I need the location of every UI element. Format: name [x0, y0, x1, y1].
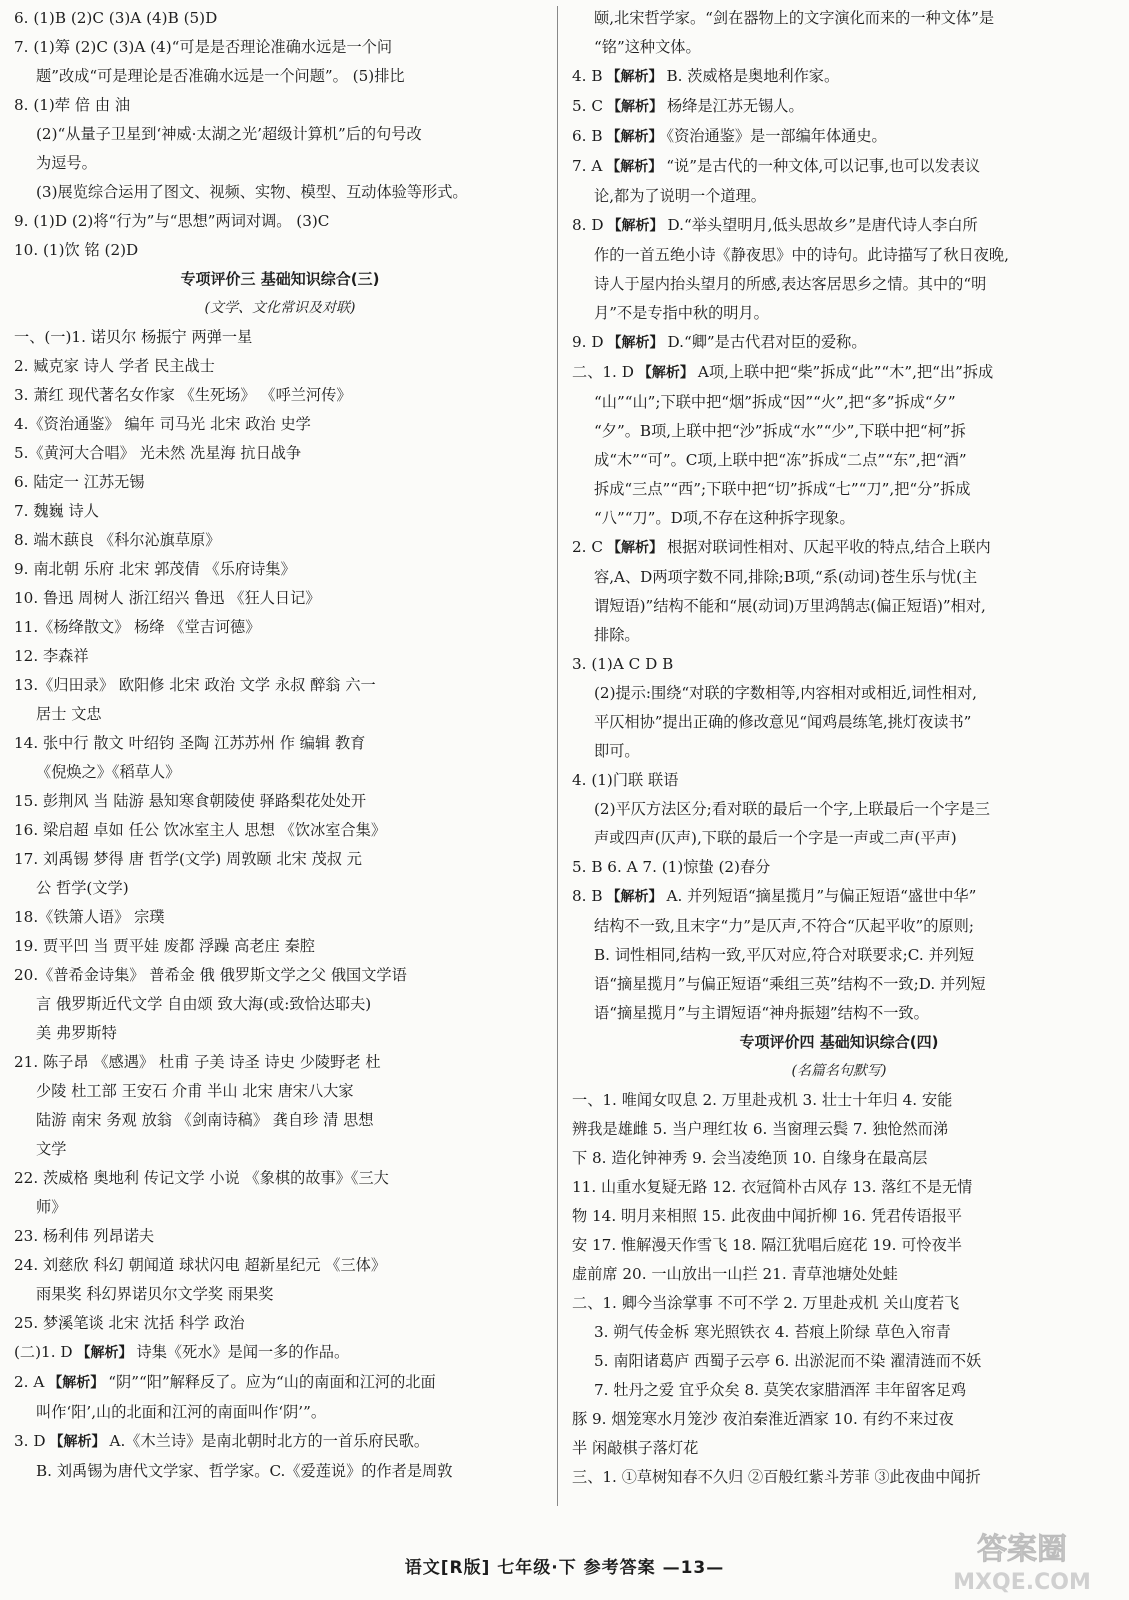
analysis-text: D.“卿”是古代君对臣的爱称。	[667, 333, 867, 351]
answer-line	[572, 1376, 1106, 1405]
analysis-tag: 【解析】	[606, 99, 663, 115]
answer-line	[14, 932, 546, 961]
analysis-tag: 【解析】	[606, 889, 663, 905]
answer-text: 一、1. 唯闻女叹息 2. 万里赴戎机 3. 壮士十年归 4. 安能	[572, 1091, 953, 1109]
answer-text: 24. 刘慈欣 科幻 朝闻道 球状闪电 超新星纪元 《三体》	[14, 1256, 387, 1274]
answer-line	[572, 853, 1106, 882]
analysis-tag: 【解析】	[606, 159, 663, 175]
answer-line	[572, 504, 1106, 533]
answer-text: 10. (1)饮 铭 (2)D	[14, 241, 139, 259]
answer-line	[14, 120, 546, 149]
answer-text: 9. (1)D (2)将“行为”与“思想”两词对调。 (3)C	[14, 212, 330, 230]
section-heading	[572, 1028, 1106, 1057]
answer-line	[14, 874, 546, 903]
answer-line	[572, 241, 1106, 270]
answer-text: 8. B	[572, 887, 603, 905]
answer-line	[572, 679, 1106, 708]
answer-text: (2)提示:围绕“对联的字数相等,内容相对或相近,词性相对,	[594, 684, 978, 702]
answer-line	[572, 621, 1106, 650]
column-divider	[557, 6, 558, 1506]
answer-line	[572, 1405, 1106, 1434]
answer-text: 叫作‘阳’,山的北面和江河的南面叫作‘阴’”。	[36, 1403, 327, 1421]
answer-line	[572, 1260, 1106, 1289]
answer-text: 容,A、D两项字数不同,排除;B项,“系(动词)苍生乐与忧(主	[594, 568, 978, 586]
answer-text: “八”“刀”。D项,不存在这种拆字现象。	[594, 509, 855, 527]
answer-line	[572, 1289, 1106, 1318]
answer-text: 二、1. D	[572, 363, 634, 381]
answer-text: 3. D	[14, 1432, 46, 1450]
answer-text: “夕”。B项,上联中把“沙”拆成“水”“少”,下联中把“柯”拆	[594, 422, 966, 440]
answer-text: 9. D	[572, 333, 604, 351]
section-heading	[14, 265, 546, 294]
answer-line	[14, 816, 546, 845]
answer-text: 3. 朔气传金柝 寒光照铁衣 4. 苔痕上阶绿 草色入帘青	[594, 1323, 951, 1341]
analysis-text: 诗集《死水》是闻一多的作品。	[136, 1343, 350, 1361]
answer-line	[14, 1164, 546, 1193]
answer-line	[14, 33, 546, 62]
analysis-text: 杨绛是江苏无锡人。	[666, 97, 804, 115]
answer-line	[572, 152, 1106, 182]
answer-line	[572, 708, 1106, 737]
analysis-text: A. 并列短语“摘星揽月”与偏正短语“盛世中华”	[666, 887, 977, 905]
analysis-text: A项,上联中把“柴”拆成“此”“木”,把“出”拆成	[697, 363, 994, 381]
answer-text: 17. 刘禹锡 梦得 唐 哲学(文学) 周敦颐 北宋 茂叔 元	[14, 850, 362, 868]
answer-text: 颐,北宋哲学家。“剑在器物上的文字演化而来的一种文体”是	[594, 9, 995, 27]
answer-text: 6. 陆定一 江苏无锡	[14, 473, 145, 491]
answer-text: 居士 文忠	[36, 705, 102, 723]
answer-text: 作的一首五绝小诗《静夜思》中的诗句。此诗描写了秋日夜晚,	[594, 246, 1009, 264]
answer-text: 三、1. ①草树知春不久归 ②百般红紫斗芳菲 ③此夜曲中闻折	[572, 1468, 981, 1486]
watermark-text: 答案圈	[977, 1532, 1067, 1567]
answer-text: 7. 魏巍 诗人	[14, 502, 99, 520]
answer-line	[14, 787, 546, 816]
answer-text: 3. 萧红 现代著名女作家 《生死场》 《呼兰河传》	[14, 386, 352, 404]
answer-line	[572, 766, 1106, 795]
answer-line	[572, 999, 1106, 1028]
answer-text: 11. 山重水复疑无路 12. 衣冠简朴古风存 13. 落红不是无情	[572, 1178, 973, 1196]
answer-text: 拆成“三点”“西”;下联中把“切”拆成“七”“刀”,把“分”拆成	[594, 480, 971, 498]
answer-text: 月”不是专指中秋的明月。	[594, 304, 769, 322]
answer-text: 8. 端木蕻良 《科尔沁旗草原》	[14, 531, 221, 549]
analysis-tag: 【解析】	[606, 69, 663, 85]
answer-text: 4. B	[572, 67, 603, 85]
answer-line	[14, 1019, 546, 1048]
answer-line	[572, 882, 1106, 912]
answer-text: 5.《黄河大合唱》 光未然 冼星海 抗日战争	[14, 444, 302, 462]
answer-line	[14, 555, 546, 584]
answer-line	[14, 700, 546, 729]
watermark-logo	[930, 1525, 1110, 1595]
answer-line	[14, 352, 546, 381]
answer-text: 平仄相协”提出正确的修改意见“闻鸡晨练笔,挑灯夜读书”	[594, 713, 972, 731]
answer-line	[14, 91, 546, 120]
answer-line	[14, 381, 546, 410]
answer-text: 14. 张中行 散文 叶绍钧 圣陶 江苏苏州 作 编辑 教育	[14, 734, 366, 752]
answer-line	[14, 468, 546, 497]
watermark-url: MXQE.COM	[953, 1570, 1091, 1595]
answer-text: B. 词性相同,结构一致,平仄对应,符合对联要求;C. 并列短	[594, 946, 975, 964]
answer-text: 8. D	[572, 216, 604, 234]
answer-line	[14, 1427, 546, 1457]
answer-line	[14, 1338, 546, 1368]
right-column	[572, 4, 1106, 1492]
answer-text: 公 哲学(文学)	[36, 879, 129, 897]
section-subtitle	[14, 294, 546, 323]
answer-text: 7. A	[572, 157, 603, 175]
answer-line	[572, 1318, 1106, 1347]
answer-text: 2. A	[14, 1373, 45, 1391]
answer-text: 辨我是雄雌 5. 当户理红妆 6. 当窗理云鬓 7. 独怆然而涕	[572, 1120, 949, 1138]
answer-line	[572, 1202, 1106, 1231]
answer-text: 19. 贾平凹 当 贾平娃 废都 浮躁 高老庄 秦腔	[14, 937, 315, 955]
analysis-tag: 【解析】	[607, 335, 664, 351]
answer-line	[14, 1280, 546, 1309]
answer-text: 下 8. 造化钟神秀 9. 会当凌绝顶 10. 自缘身在最高层	[572, 1149, 928, 1167]
answer-line	[572, 182, 1106, 211]
analysis-tag: 【解析】	[606, 129, 663, 145]
answer-text: 文学	[36, 1140, 67, 1158]
answer-line	[572, 1086, 1106, 1115]
answer-text: 5. C	[572, 97, 603, 115]
answer-line	[14, 729, 546, 758]
analysis-text: 根据对联词性相对、仄起平收的特点,结合上联内	[666, 538, 991, 556]
answer-line	[572, 62, 1106, 92]
answer-line	[572, 1115, 1106, 1144]
answer-line	[14, 1457, 546, 1486]
answer-text: 7. 牡丹之爱 宜乎众矣 8. 莫笑农家腊酒浑 丰年留客足鸡	[594, 1381, 967, 1399]
answer-text: 5. 南阳诸葛庐 西蜀子云亭 6. 出淤泥而不染 濯清涟而不妖	[594, 1352, 982, 1370]
answer-line	[572, 92, 1106, 122]
answer-text: 二、1. 卿今当涂掌事 不可不学 2. 万里赴戎机 关山度若飞	[572, 1294, 960, 1312]
answer-line	[572, 1463, 1106, 1492]
answer-text: 结构不一致,且末字“力”是仄声,不符合“仄起平收”的原则;	[594, 917, 974, 935]
answer-line	[572, 970, 1106, 999]
answer-line	[14, 207, 546, 236]
answer-line	[572, 1347, 1106, 1376]
answer-text: 15. 彭荆风 当 陆游 悬知寒食朝陵使 驿路梨花处处开	[14, 792, 367, 810]
answer-line	[14, 758, 546, 787]
answer-text: 师》	[36, 1198, 67, 1216]
answer-line	[14, 236, 546, 265]
answer-text: 论,都为了说明一个道理。	[594, 187, 766, 205]
answer-text: 5. B 6. A 7. (1)惊蛰 (2)春分	[572, 858, 771, 876]
answer-line	[572, 299, 1106, 328]
answer-line	[572, 592, 1106, 621]
answer-text: 言 俄罗斯近代文学 自由颂 致大海(或:致恰达耶夫)	[36, 995, 372, 1013]
answer-text: 为逗号。	[36, 154, 97, 172]
answer-line	[572, 737, 1106, 766]
analysis-tag: 【解析】	[607, 218, 664, 234]
answer-line	[14, 497, 546, 526]
analysis-text: D.“举头望明月,低头思故乡”是唐代诗人李白所	[667, 216, 978, 234]
answer-line	[14, 584, 546, 613]
answer-text: 谓短语)”结构不能和“展(动词)万里鸿鹄志(偏正短语)”相对,	[594, 597, 986, 615]
answer-text: 诗人于屋内抬头望月的所感,表达客居思乡之情。其中的“明	[594, 275, 987, 293]
answer-text: 排除。	[594, 626, 640, 644]
answer-text: (2)平仄方法区分;看对联的最后一个字,上联最后一个字是三	[594, 800, 990, 818]
answer-text: (名篇名句默写)	[791, 1063, 887, 1079]
answer-text: 9. 南北朝 乐府 北宋 郭茂倩 《乐府诗集》	[14, 560, 296, 578]
answer-text: (3)展览综合运用了图文、视频、实物、模型、互动体验等形式。	[36, 183, 468, 201]
answer-text: 安 17. 惟解漫天作雪飞 18. 隔江犹唱后庭花 19. 可怜夜半	[572, 1236, 962, 1254]
answer-line	[14, 961, 546, 990]
answer-line	[572, 912, 1106, 941]
answer-text: 13.《归田录》 欧阳修 北宋 政治 文学 永叔 醉翁 六一	[14, 676, 376, 694]
answer-line	[572, 122, 1106, 152]
answer-text: 陆游 南宋 务观 放翁 《剑南诗稿》 龚自珍 清 思想	[36, 1111, 374, 1129]
answer-text: 2. 臧克家 诗人 学者 民主战士	[14, 357, 215, 375]
answer-line	[572, 650, 1106, 679]
answer-line	[14, 1251, 546, 1280]
answer-text: 16. 梁启超 卓如 任公 饮冰室主人 思想 《饮冰室合集》	[14, 821, 387, 839]
answer-text: 成“木”“可”。C项,上联中把“冻”拆成“二点”“东”,把“酒”	[594, 451, 967, 469]
answer-line	[14, 323, 546, 352]
answer-line	[572, 270, 1106, 299]
answer-text: 语“摘星揽月”与偏正短语“乘组三英”结构不一致;D. 并列短	[594, 975, 986, 993]
answer-text: B. 刘禹锡为唐代文学家、哲学家。C.《爱莲说》的作者是周敦	[36, 1462, 453, 1480]
answer-line	[572, 33, 1106, 62]
answer-text: 豚 9. 烟笼寒水月笼沙 夜泊秦淮近酒家 10. 有约不来过夜	[572, 1410, 954, 1428]
answer-text: 语“摘星揽月”与主谓短语“神舟振翅”结构不一致。	[594, 1004, 929, 1022]
answer-line	[14, 4, 546, 33]
answer-text: 23. 杨利伟 列昂诺夫	[14, 1227, 155, 1245]
answer-line	[572, 563, 1106, 592]
answer-text: 一、(一)1. 诺贝尔 杨振宁 两弹一星	[14, 328, 253, 346]
answer-text: 18.《铁箫人语》 宗璞	[14, 908, 165, 926]
answer-line	[14, 526, 546, 555]
answer-text: 《倪焕之》《稻草人》	[36, 763, 181, 781]
analysis-tag: 【解析】	[48, 1375, 105, 1391]
answer-line	[572, 417, 1106, 446]
answer-text: “山”“山”;下联中把“烟”拆成“因”“火”,把“多”拆成“夕”	[594, 393, 956, 411]
analysis-text: “阴”“阳”解释反了。应为“山的南面和江河的北面	[108, 1373, 436, 1391]
answer-line	[572, 358, 1106, 388]
answer-line	[572, 795, 1106, 824]
answer-line	[14, 990, 546, 1019]
answer-text: 雨果奖 科幻界诺贝尔文学奖 雨果奖	[36, 1285, 274, 1303]
answer-line	[14, 671, 546, 700]
answer-text: 6. B	[572, 127, 603, 145]
answer-line	[572, 824, 1106, 853]
answer-text: 题”改成“可是理论是否准确水远是一个问题”。 (5)排比	[36, 67, 405, 85]
answer-text: 少陵 杜工部 王安石 介甫 半山 北宋 唐宋八大家	[36, 1082, 354, 1100]
answer-line	[14, 1048, 546, 1077]
answer-line	[14, 1077, 546, 1106]
answer-line	[572, 1434, 1106, 1463]
analysis-text: A.《木兰诗》是南北朝时北方的一首乐府民歌。	[109, 1432, 430, 1450]
analysis-tag: 【解析】	[637, 365, 694, 381]
answer-text: 7. (1)筹 (2)C (3)A (4)“可是是否理论准确水远是一个问	[14, 38, 393, 56]
answer-text: 10. 鲁迅 周树人 浙江绍兴 鲁迅 《狂人日记》	[14, 589, 321, 607]
answer-line	[572, 941, 1106, 970]
answer-line	[572, 533, 1106, 563]
answer-text: 专项评价三 基础知识综合(三)	[180, 270, 380, 288]
answer-text: (2)“从量子卫星到‘神威·太湖之光’超级计算机”后的句号改	[36, 125, 422, 143]
answer-text: 专项评价四 基础知识综合(四)	[739, 1033, 939, 1051]
analysis-text: B. 茨威格是奥地利作家。	[666, 67, 840, 85]
answer-line	[572, 446, 1106, 475]
answer-text: 6. (1)B (2)C (3)A (4)B (5)D	[14, 9, 218, 27]
answer-text: 虚前席 20. 一山放出一山拦 21. 青草池塘处处蛙	[572, 1265, 898, 1283]
answer-line	[14, 410, 546, 439]
answer-text: 2. C	[572, 538, 603, 556]
answer-line	[572, 388, 1106, 417]
answer-line	[14, 1309, 546, 1338]
answer-line	[14, 642, 546, 671]
answer-text: 4. (1)门联 联语	[572, 771, 679, 789]
section-subtitle	[572, 1057, 1106, 1086]
answer-line	[14, 845, 546, 874]
answer-text: 即可。	[594, 742, 640, 760]
page-footer: 语文[R版] 七年级·下 参考答案 —13—	[404, 1558, 725, 1578]
answer-line	[14, 1368, 546, 1398]
answer-text: 20.《普希金诗集》 普希金 俄 俄罗斯文学之父 俄国文学语	[14, 966, 407, 984]
answer-text: (二)1. D	[14, 1343, 73, 1361]
answer-text: 12. 李森祥	[14, 647, 89, 665]
answer-text: 11.《杨绛散文》 杨绛 《堂吉诃德》	[14, 618, 261, 636]
answer-text: 3. (1)A C D B	[572, 655, 674, 673]
left-column	[14, 4, 546, 1486]
answer-line	[572, 211, 1106, 241]
answer-line	[14, 178, 546, 207]
answer-line	[14, 1222, 546, 1251]
answer-text: 21. 陈子昂 《感遇》 杜甫 子美 诗圣 诗史 少陵野老 杜	[14, 1053, 381, 1071]
answer-line	[572, 1144, 1106, 1173]
analysis-tag: 【解析】	[49, 1434, 106, 1450]
answer-line	[572, 328, 1106, 358]
answer-line	[14, 903, 546, 932]
answer-text: 25. 梦溪笔谈 北宋 沈括 科学 政治	[14, 1314, 245, 1332]
answer-text: 半 闲敲棋子落灯花	[572, 1439, 699, 1457]
answer-line	[572, 1231, 1106, 1260]
answer-line	[14, 439, 546, 468]
analysis-tag: 【解析】	[76, 1345, 133, 1361]
answer-line	[572, 1173, 1106, 1202]
answer-line	[14, 613, 546, 642]
answer-line	[14, 1398, 546, 1427]
answer-text: 4.《资治通鉴》 编年 司马光 北宋 政治 史学	[14, 415, 311, 433]
answer-line	[14, 1135, 546, 1164]
answer-text: 22. 茨威格 奥地利 传记文学 小说 《象棋的故事》《三大	[14, 1169, 389, 1187]
analysis-text: “说”是古代的一种文体,可以记事,也可以发表议	[666, 157, 981, 175]
answer-line	[572, 475, 1106, 504]
answer-line	[572, 4, 1106, 33]
answer-text: 物 14. 明月来相照 15. 此夜曲中闻折柳 16. 凭君传语报平	[572, 1207, 962, 1225]
answer-line	[14, 1193, 546, 1222]
answer-text: 8. (1)荦 倍 由 油	[14, 96, 131, 114]
answer-line	[14, 62, 546, 91]
analysis-tag: 【解析】	[606, 540, 663, 556]
answer-text: 声或四声(仄声),下联的最后一个字是一声或二声(平声)	[594, 829, 957, 847]
answer-text: “铭”这种文体。	[594, 38, 701, 56]
answer-line	[14, 1106, 546, 1135]
analysis-text: 《资治通鉴》是一部编年体通史。	[666, 127, 887, 145]
answer-line	[14, 149, 546, 178]
answer-text: (文学、文化常识及对联)	[204, 300, 356, 316]
answer-text: 美 弗罗斯特	[36, 1024, 117, 1042]
